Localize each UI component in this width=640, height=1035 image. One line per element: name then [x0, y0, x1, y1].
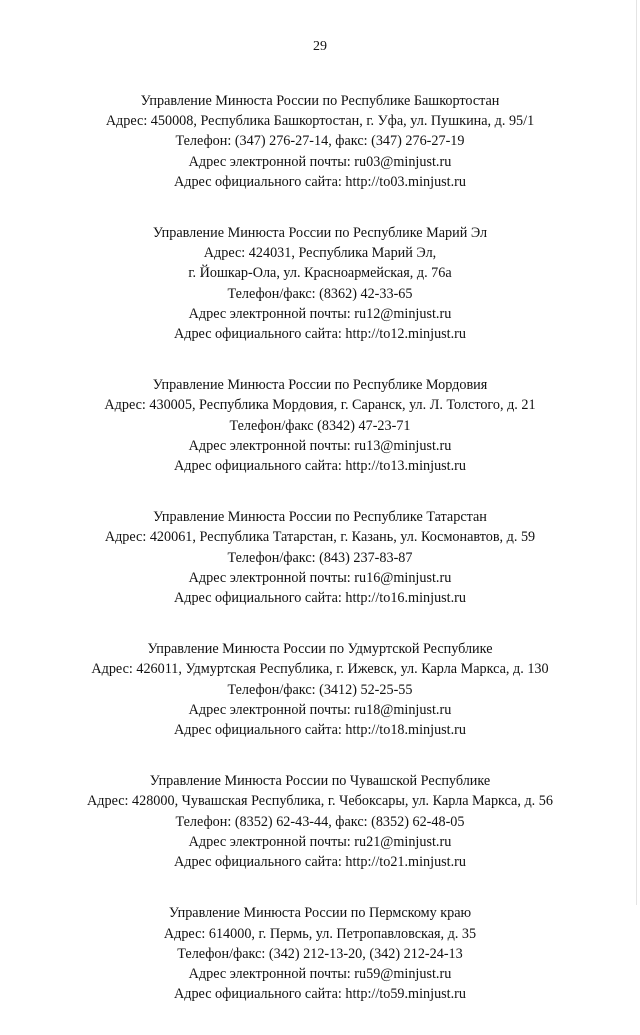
office-phone: Телефон/факс: (843) 237-83-87: [227, 549, 413, 566]
office-entry-bashkortostan: [0, 91, 640, 192]
office-address: Адрес: 614000, г. Пермь, ул. Петропавловская, д. 35: [163, 925, 477, 942]
office-email: Адрес электронной почты: ru21@minjust.ru: [188, 833, 452, 850]
office-phone: Телефон/факс: (3412) 52-25-55: [227, 681, 413, 698]
office-name: Управление Минюста России по Удмуртской Республике: [147, 641, 493, 658]
office-entry-mordovia: [0, 375, 640, 476]
office-email: Адрес электронной почты: ru12@minjust.ru: [188, 305, 452, 322]
office-website: Адрес официального сайта: http://to12.minjust.ru: [173, 326, 466, 343]
office-website: Адрес официального сайта: http://to59.minjust.ru: [173, 986, 466, 1003]
office-website: Адрес официального сайта: http://to18.minjust.ru: [173, 722, 466, 739]
office-website: Адрес официального сайта: http://to16.minjust.ru: [173, 590, 466, 607]
office-phone: Телефон: (347) 276-27-14, факс: (347) 276-27-19: [175, 133, 465, 150]
office-email: Адрес электронной почты: ru59@minjust.ru: [188, 965, 452, 982]
office-email: Адрес электронной почты: ru03@minjust.ru: [188, 153, 452, 170]
office-entry-chuvashia: [0, 771, 640, 872]
office-address-continued: г. Йошкар-Ола, ул. Красноармейская, д. 76а: [188, 265, 452, 282]
office-address: Адрес: 450008, Республика Башкортостан, г. Уфа, ул. Пушкина, д. 95/1: [105, 113, 535, 130]
office-address: Адрес: 430005, Республика Мордовия, г. Саранск, ул. Л. Толстого, д. 21: [104, 397, 536, 414]
office-entry-perm: [0, 903, 640, 1004]
office-entry-tatarstan: [0, 507, 640, 608]
office-website: Адрес официального сайта: http://to21.minjust.ru: [173, 854, 466, 871]
office-address: Адрес: 420061, Республика Татарстан, г. Казань, ул. Космонавтов, д. 59: [104, 529, 536, 546]
office-address: Адрес: 424031, Республика Марий Эл,: [203, 245, 437, 262]
office-name: Управление Минюста России по Республике Татарстан: [153, 509, 487, 526]
office-website: Адрес официального сайта: http://to03.minjust.ru: [173, 173, 466, 190]
office-phone: Телефон/факс: (342) 212-13-20, (342) 212-24-13: [177, 945, 463, 962]
office-address: Адрес: 426011, Удмуртская Республика, г. Ижевск, ул. Карла Маркса, д. 130: [91, 661, 549, 678]
office-entry-udmurtia: [0, 639, 640, 740]
office-website: Адрес официального сайта: http://to13.minjust.ru: [173, 458, 466, 475]
office-name: Управление Минюста России по Республике Марий Эл: [152, 225, 488, 242]
office-entry-mari-el: [0, 223, 640, 344]
office-name: Управление Минюста России по Пермскому краю: [168, 905, 472, 922]
office-email: Адрес электронной почты: ru13@minjust.ru: [188, 437, 452, 454]
office-phone: Телефон: (8352) 62-43-44, факс: (8352) 62-48-05: [175, 813, 465, 830]
office-address: Адрес: 428000, Чувашская Республика, г. Чебоксары, ул. Карла Маркса, д. 56: [87, 793, 553, 810]
office-phone: Телефон/факс (8342) 47-23-71: [229, 417, 411, 434]
office-email: Адрес электронной почты: ru16@minjust.ru: [188, 569, 452, 586]
office-name: Управление Минюста России по Чувашской Республике: [149, 773, 491, 790]
office-name: Управление Минюста России по Республике Мордовия: [152, 377, 488, 394]
office-name: Управление Минюста России по Республике Башкортостан: [140, 93, 500, 109]
office-list: [0, 91, 640, 1035]
page-number: 29: [313, 39, 327, 54]
office-phone: Телефон/факс: (8362) 42-33-65: [227, 285, 413, 302]
scan-edge-line: [636, 0, 637, 905]
office-email: Адрес электронной почты: ru18@minjust.ru: [188, 701, 452, 718]
